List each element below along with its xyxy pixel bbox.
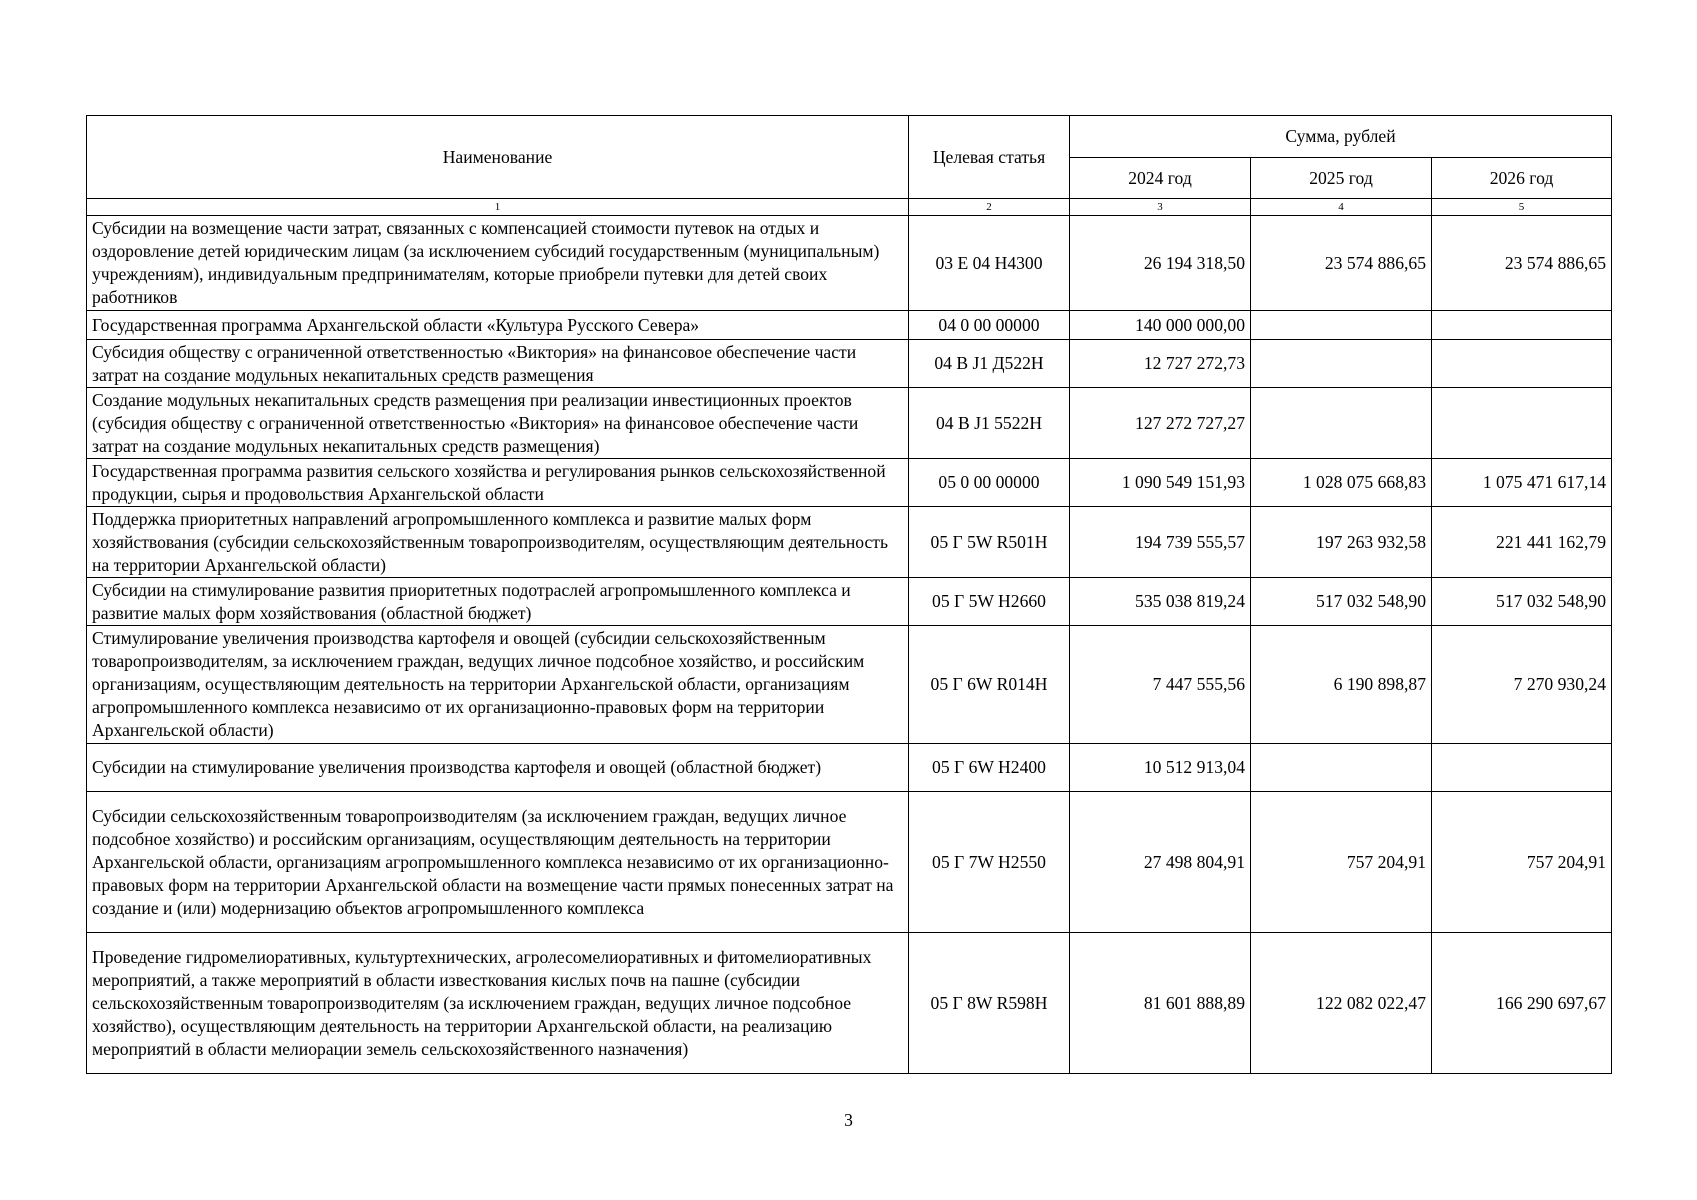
- row-name: Субсидии на стимулирование развития приоритетных подотраслей агропромышленного комплекса и развитие малых форм хозяйствования (областной бюджет): [87, 578, 909, 626]
- row-amount-2026: 757 204,91: [1432, 792, 1612, 933]
- row-code: 04 0 00 00000: [909, 311, 1070, 340]
- row-amount-2026: [1432, 388, 1612, 459]
- column-number: 1: [87, 199, 909, 216]
- row-code: 05 Г 5W R501Н: [909, 507, 1070, 578]
- row-amount-2024: 194 739 555,57: [1070, 507, 1251, 578]
- row-amount-2026: 1 075 471 617,14: [1432, 459, 1612, 507]
- row-name: Субсидии на возмещение части затрат, связанных с компенсацией стоимости путевок на отдых и оздоровление детей юридическим лицам (за исключением субсидий государственным (муниципальным) учреждениям), индивидуальным предпринимателям, которые приобрели путевки для детей своих работников: [87, 216, 909, 311]
- row-code: 05 Г 6W R014Н: [909, 626, 1070, 744]
- row-amount-2026: 517 032 548,90: [1432, 578, 1612, 626]
- row-name: Субсидии на стимулирование увеличения производства картофеля и овощей (областной бюджет): [87, 744, 909, 792]
- header-sum: Сумма, рублей: [1070, 116, 1612, 158]
- row-name: Создание модульных некапитальных средств размещения при реализации инвестиционных проектов (субсидия обществу с ограниченной ответственностью «Виктория» на финансовое обеспечение части затрат на создание модульных некапитальных средств размещения): [87, 388, 909, 459]
- row-name: Стимулирование увеличения производства картофеля и овощей (субсидии сельскохозяйственным товаропроизводителям, за исключением граждан, ведущих личное подсобное хозяйство, и российским организациям, осуществляющим деятельность на территории Архангельской области, организациям агропромышленного комплекса независимо от их организационно-правовых форм на территории Архангельской области): [87, 626, 909, 744]
- row-code: 04 В J1 5522Н: [909, 388, 1070, 459]
- row-amount-2024: 10 512 913,04: [1070, 744, 1251, 792]
- row-code: 05 Г 6W Н2400: [909, 744, 1070, 792]
- row-amount-2025: [1251, 744, 1432, 792]
- budget-table: [86, 115, 1612, 1074]
- row-amount-2026: [1432, 340, 1612, 388]
- header-row-top: [87, 116, 1612, 158]
- table-row: [87, 578, 1612, 626]
- table-row: [87, 792, 1612, 933]
- row-amount-2025: 1 028 075 668,83: [1251, 459, 1432, 507]
- row-amount-2025: [1251, 340, 1432, 388]
- row-amount-2025: 517 032 548,90: [1251, 578, 1432, 626]
- row-name: Субсидия обществу с ограниченной ответственностью «Виктория» на финансовое обеспечение части затрат на создание модульных некапитальных средств размещения: [87, 340, 909, 388]
- row-amount-2025: 757 204,91: [1251, 792, 1432, 933]
- header-year-2024: 2024 год: [1070, 158, 1251, 199]
- row-code: 03 Е 04 Н4300: [909, 216, 1070, 311]
- row-name: Поддержка приоритетных направлений агропромышленного комплекса и развитие малых форм хозяйствования (субсидии сельскохозяйственным товаропроизводителям, осуществляющим деятельность на территории Архангельской области): [87, 507, 909, 578]
- table-row: [87, 216, 1612, 311]
- header-name: Наименование: [87, 116, 909, 199]
- table-row: [87, 340, 1612, 388]
- row-amount-2024: 1 090 549 151,93: [1070, 459, 1251, 507]
- row-amount-2025: [1251, 311, 1432, 340]
- row-amount-2026: 23 574 886,65: [1432, 216, 1612, 311]
- row-amount-2024: 535 038 819,24: [1070, 578, 1251, 626]
- row-amount-2024: 127 272 727,27: [1070, 388, 1251, 459]
- column-number: 3: [1070, 199, 1251, 216]
- row-name: Государственная программа развития сельского хозяйства и регулирования рынков сельскохозяйственной продукции, сырья и продовольствия Архангельской области: [87, 459, 909, 507]
- header-code: Целевая статья: [909, 116, 1070, 199]
- row-code: 05 0 00 00000: [909, 459, 1070, 507]
- table-row: [87, 626, 1612, 744]
- row-amount-2026: 166 290 697,67: [1432, 933, 1612, 1074]
- table-body: [87, 216, 1612, 1074]
- table-row: [87, 311, 1612, 340]
- row-name: Государственная программа Архангельской области «Культура Русского Севера»: [87, 311, 909, 340]
- row-amount-2024: 81 601 888,89: [1070, 933, 1251, 1074]
- table-row: [87, 507, 1612, 578]
- row-amount-2024: 140 000 000,00: [1070, 311, 1251, 340]
- row-amount-2026: [1432, 311, 1612, 340]
- row-amount-2026: 221 441 162,79: [1432, 507, 1612, 578]
- column-number-row: [87, 199, 1612, 216]
- row-amount-2025: 23 574 886,65: [1251, 216, 1432, 311]
- header-year-2025: 2025 год: [1251, 158, 1432, 199]
- row-code: 05 Г 7W Н2550: [909, 792, 1070, 933]
- column-number: 5: [1432, 199, 1612, 216]
- row-code: 04 В J1 Д522Н: [909, 340, 1070, 388]
- column-number: 4: [1251, 199, 1432, 216]
- row-amount-2025: 197 263 932,58: [1251, 507, 1432, 578]
- row-amount-2025: 6 190 898,87: [1251, 626, 1432, 744]
- row-amount-2025: 122 082 022,47: [1251, 933, 1432, 1074]
- row-amount-2026: 7 270 930,24: [1432, 626, 1612, 744]
- row-amount-2024: 7 447 555,56: [1070, 626, 1251, 744]
- row-name: Проведение гидромелиоративных, культуртехнических, агролесомелиоративных и фитомелиоративных мероприятий, а также мероприятий в области известкования кислых почв на пашне (субсидии сельскохозяйственным товаропроизводителям (за исключением граждан, ведущих личное подсобное хозяйство), осуществляющим деятельность на территории Архангельской области, на реализацию мероприятий в области мелиорации земель сельскохозяйственного назначения): [87, 933, 909, 1074]
- table-row: [87, 459, 1612, 507]
- header-year-2026: 2026 год: [1432, 158, 1612, 199]
- table-row: [87, 388, 1612, 459]
- page-number: 3: [844, 1110, 853, 1130]
- row-amount-2026: [1432, 744, 1612, 792]
- row-amount-2024: 12 727 272,73: [1070, 340, 1251, 388]
- row-amount-2024: 27 498 804,91: [1070, 792, 1251, 933]
- row-amount-2024: 26 194 318,50: [1070, 216, 1251, 311]
- column-number: 2: [909, 199, 1070, 216]
- table-row: [87, 744, 1612, 792]
- table-row: [87, 933, 1612, 1074]
- table-header: [87, 116, 1612, 216]
- row-code: 05 Г 8W R598Н: [909, 933, 1070, 1074]
- row-code: 05 Г 5W Н2660: [909, 578, 1070, 626]
- row-amount-2025: [1251, 388, 1432, 459]
- row-name: Субсидии сельскохозяйственным товаропроизводителям (за исключением граждан, ведущих личное подсобное хозяйство) и российским организациям, осуществляющим деятельность на территории Архангельской области, организациям агропромышленного комплекса независимо от их организационно-правовых форм на территории Архангельской области на возмещение части прямых понесенных затрат на создание и (или) модернизацию объектов агропромышленного комплекса: [87, 792, 909, 933]
